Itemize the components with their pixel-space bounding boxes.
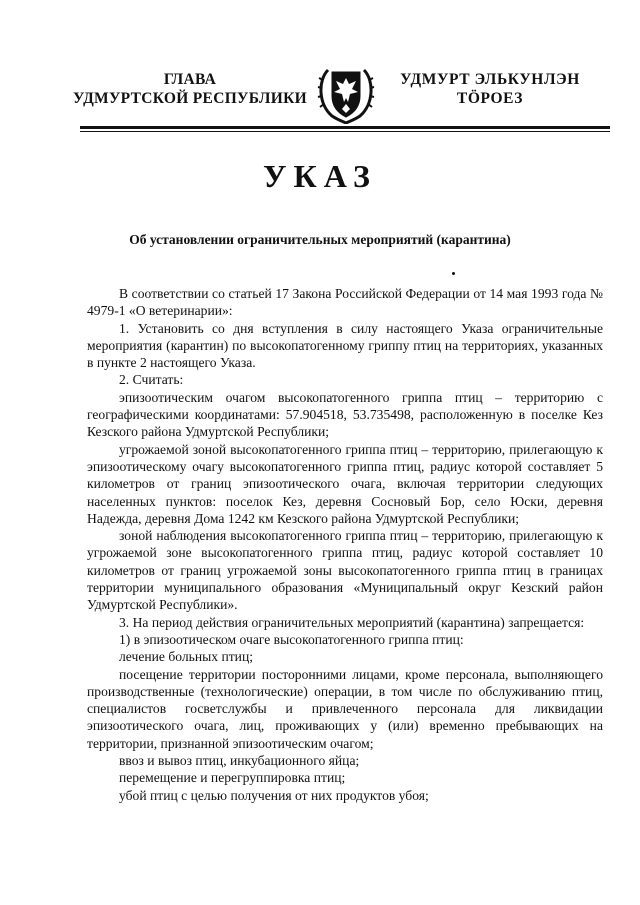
paragraph-item-3: 3. На период действия ограничительных мероприятий (карантина) запрещается:	[119, 614, 585, 630]
document-header	[0, 62, 640, 132]
document-title: УКАЗ	[263, 158, 377, 194]
document-subtitle: Об установлении ограничительных мероприятий (карантина)	[129, 232, 511, 247]
paragraph-ban-slaughter: убой птиц с целью получения от них продуктов убоя;	[119, 787, 429, 803]
paragraph-ban-treatment: лечение больных птиц;	[119, 649, 253, 665]
header-rule-thick	[80, 126, 610, 129]
paragraph-threatened-zone: угрожаемой зоной высокопатогенного гриппа птиц – территорию, прилегающую к эпизоотическому очагу высокопатогенного гриппа птиц, радиус которой составляет 5 километров от границ эпизоотического очага, включая территории следующих населенных пунктов: поселок Кез, деревня Сосновый Бор, село Юски, деревня Надежда, деревня Дома 1242 км Кезского района Удмуртской Республики;	[87, 441, 603, 526]
paragraph-outbreak-focus: эпизоотическим очагом высокопатогенного гриппа птиц – территорию с географическими координатами: 57.904518, 53.735498, расположенную в поселке Кез Кезского района Удмуртской Республики;	[87, 389, 603, 440]
paragraph-ban-visits: посещение территории посторонними лицами, кроме персонала, выполняющего производственные (технологические) операции, в том числе по обслуживанию птиц, специалистов госветслужбы и привлеченного персонала для ликвидации эпизоотического очага, лиц, проживающих у (или) временно пребывающих на территории, признанной эпизоотическим очагом;	[87, 666, 603, 751]
paragraph-item-2: 2. Считать:	[119, 372, 184, 388]
issuer-udmurt	[390, 70, 590, 108]
paragraph-subitem-1: 1) в эпизоотическом очаге высокопатогенного гриппа птиц:	[119, 631, 464, 647]
issuer-udmurt-line2: ТӦРОЕЗ	[456, 90, 524, 107]
paragraph-item-1: 1. Установить со дня вступления в силу настоящего Указа ограничительные мероприятия (карантин) по высокопатогенному гриппу птиц на территориях, указанных в пункте 2 настоящего Указа.	[87, 320, 603, 371]
issuer-russian-line2: УДМУРТСКОЙ РЕСПУБЛИКИ	[72, 90, 307, 107]
paragraph-ban-import-export: ввоз и вывоз птиц, инкубационного яйца;	[119, 753, 360, 769]
issuer-russian-line1: ГЛАВА	[163, 71, 217, 88]
paragraph-preamble: В соответствии со статьей 17 Закона Российской Федерации от 14 мая 1993 года № 4979-1 «О ветеринарии»:	[87, 286, 603, 319]
issuer-russian	[70, 70, 310, 108]
scan-dot	[452, 272, 455, 275]
header-rule-thin	[80, 131, 610, 132]
paragraph-ban-regrouping: перемещение и перегруппировка птиц;	[119, 770, 346, 786]
issuer-udmurt-line1: УДМУРТ ЭЛЬКУНЛЭН	[400, 71, 580, 88]
udmurt-coat-of-arms-icon	[314, 62, 378, 124]
document-body	[87, 285, 603, 804]
paragraph-observation-zone: зоной наблюдения высокопатогенного гриппа птиц – территорию, прилегающую к угрожаемой зоне высокопатогенного гриппа птиц, радиус которой составляет 10 километров от границ угрожаемой зоны высокопатогенного гриппа птиц в границах территории муниципального образования «Муниципальный округ Кезский район Удмуртской Республики».	[87, 528, 603, 613]
